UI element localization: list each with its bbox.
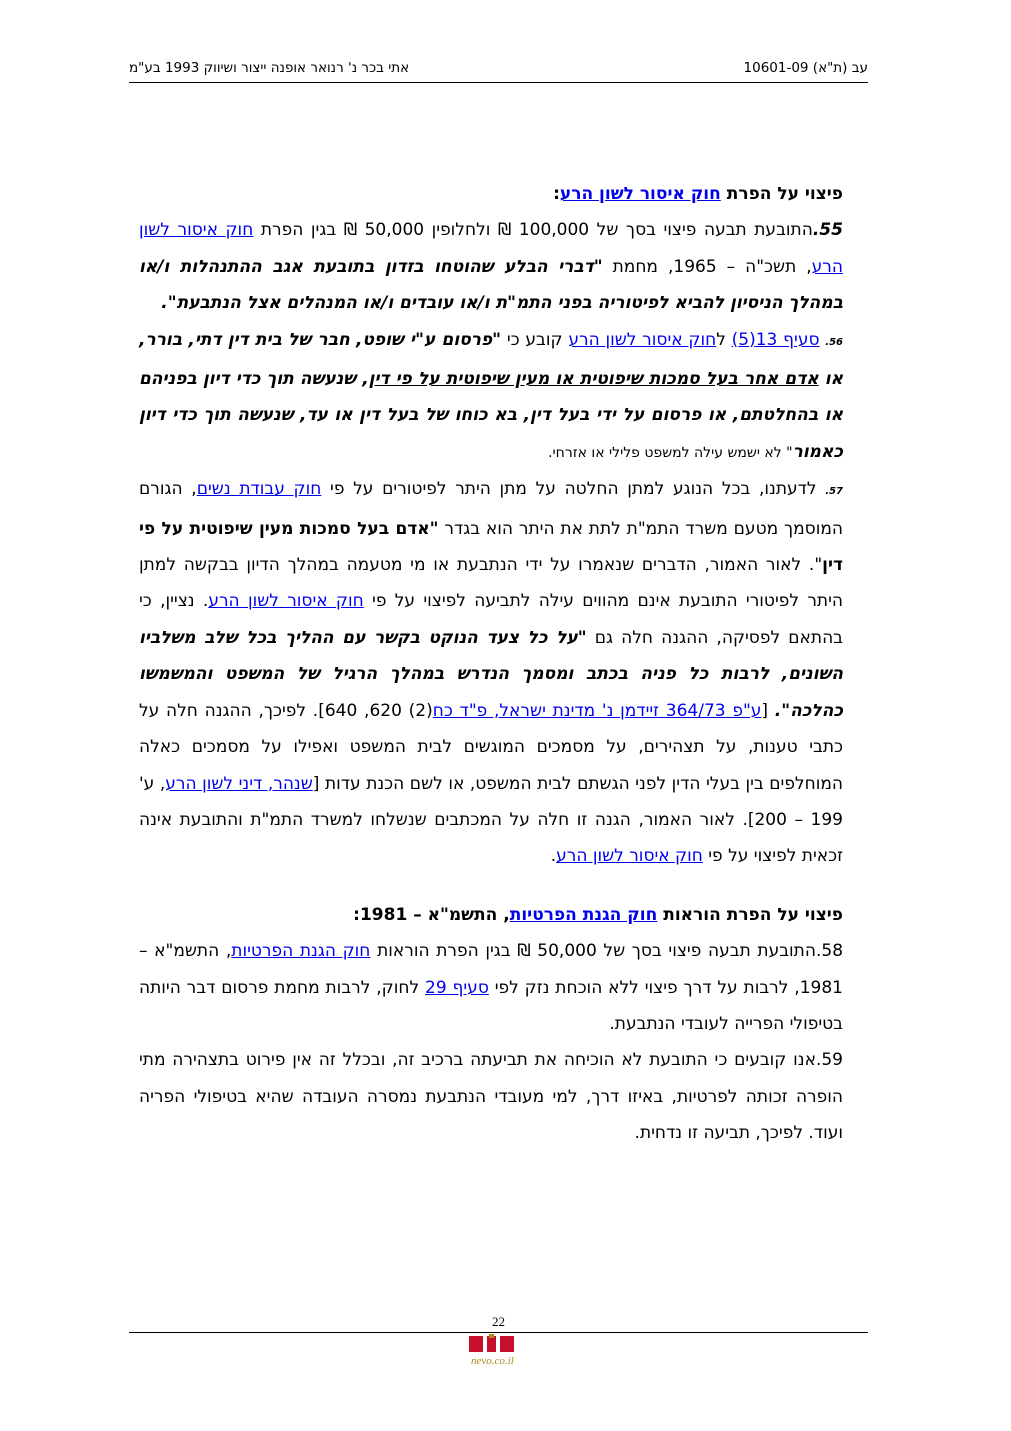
section-title-privacy [139, 897, 843, 933]
defamation-law-link[interactable]: חוק איסור לשון הרע [556, 846, 703, 867]
quoted-law-underlined: אדם אחר בעל סמכות שיפוטית או מעין שיפוטית על פי דין [368, 369, 819, 390]
text: , ע' 199 – 200]. לאור האמור, הגנה זו חלה על המכתבים שנשלחו למשרד התמ"ת והתובעת אינה זכאית לפיצוי על פי [139, 773, 843, 867]
quoted-law: "פרסום ע"י שופט, חבר של בית דין דתי, בורר, או [139, 329, 843, 390]
paragraph-59 [139, 1042, 843, 1151]
quoted-ruling: "על כל צעד הנוקט בקשר עם ההליך בכל שלב משלביו השונים, לרבות כל פניה בכתב ומסמך הנדרש במהלך הרגיל של המשפט והמשמשו כהלכה". [139, 627, 843, 721]
text: לחוק, לרבות מחמת פרסום דבר היותה בטיפולי הפרייה לעובדי הנתבעת. [139, 977, 843, 1034]
text: , התשמ"א – 1981, לרבות על דרך פיצוי ללא הוכחת נזק לפי [139, 941, 843, 998]
text: לדעתנו, בכל הנוגע למתן החלטה על מתן היתר לפיטורים על פי [321, 479, 817, 500]
paragraph-57 [139, 471, 843, 874]
paragraph-number: 58. [815, 941, 844, 962]
text: , תשכ"ה – 1965, מחמת [602, 256, 812, 277]
section-title-colon: : [553, 184, 560, 204]
case-reference: עב (ת"א) 10601-09 [743, 60, 868, 76]
section-title-text: פיצוי על הפרת הוראות [657, 904, 843, 925]
document-body [139, 176, 843, 1152]
quoted-law: , שנעשה תוך כדי דיון בפניהם או בהחלטתם, או פרסום על ידי בעל דין, בא כוחו של בעל דין או עד, שנעשה תוך כדי דיון כאמור [139, 369, 843, 462]
section-title-text: פיצוי על הפרת [720, 184, 843, 204]
page-footer [129, 1314, 868, 1367]
paragraph-number: 55. [812, 220, 843, 241]
paragraph-55 [139, 212, 843, 321]
privacy-law-link[interactable]: חוק הגנת הפרטיות [231, 941, 371, 962]
footer-divider [129, 1332, 868, 1333]
paragraph-58 [139, 933, 843, 1042]
section-13-5-link[interactable]: סעיף 13(5) [731, 329, 820, 350]
paragraph-number: 56. [825, 336, 844, 348]
section-29-link[interactable]: סעיף 29 [425, 977, 489, 998]
paragraph-56 [139, 322, 843, 472]
text: . נציין, כי בהתאם לפסיקה, ההגנה חלה גם [139, 591, 844, 648]
case-parties: אתי בכר נ' רנואר אופנה ייצור ושיווק 1993 בע"מ [129, 60, 410, 76]
paragraph-number: 57. [825, 486, 843, 498]
text: התובעת תבעה פיצוי בסך של 100,000 ₪ ולחלופין 50,000 ₪ בגין הפרת [253, 220, 813, 241]
page-header [129, 58, 868, 83]
text: (2) 620, 640]. לפיכך, ההגנה חלה על כתבי טענות, על תצהירים, על מסמכים המוגשים לבית המשפט ואפילו על מסמכים כאלה המוחלפים בין בעלי הדין לפני הגשתם לבית המשפט, או לשם הכנת עדות [ [139, 700, 843, 794]
text: ל [716, 329, 732, 350]
bold-phrase: "אדם בעל סמכות מעין שיפוטית על פי דין [139, 518, 843, 576]
logo-text: nevo.co.il [471, 1355, 514, 1367]
paragraph-number: 59. [815, 1050, 843, 1071]
case-citation-link[interactable]: ע"פ 364/73 זיידמן נ' מדינת ישראל, פ"ד כח [432, 700, 762, 721]
text: אנו קובעים כי התובעת לא הוכיחה את תביעתה ברכיב זה, ובכלל זה אין פירוט בתצהירה מתי הופרה זכותה לפרטיות, באיזו דרך, למי מעובדי הנתבעת נמסרה העובדה שהיא בטיפולי הפריה ועוד. לפיכך, תביעה זו נדחית. [139, 1050, 843, 1144]
page-number: 22 [492, 1314, 505, 1329]
text: [ [761, 700, 775, 721]
privacy-law-link[interactable]: חוק הגנת הפרטיות [509, 904, 658, 925]
text: . [550, 846, 557, 867]
womens-work-law-link[interactable]: חוק עבודת נשים [196, 479, 322, 500]
defamation-law-link[interactable]: חוק איסור לשון הרע [559, 184, 721, 204]
text: התובעת תבעה פיצוי בסך של 50,000 ₪ בגין הפרת הוראות [370, 941, 816, 962]
text: " לא ישמש עילה למשפט פלילי או אזרחי. [548, 444, 793, 461]
defamation-law-link[interactable]: חוק איסור לשון הרע [208, 591, 364, 612]
section-title-text: , התשמ"א – 1981: [353, 904, 510, 925]
defamation-law-link[interactable]: חוק איסור לשון הרע [139, 220, 843, 277]
defamation-law-link[interactable]: חוק איסור לשון הרע [568, 329, 717, 350]
text: ". לאור האמור, הדברים שנאמרו על ידי הנתבעת או מי מטעמה במהלך הדיון בבקשה למתן היתר לפיטורי התובעת אינם מהווים עילה לתביעה לפיצוי על פי [139, 555, 843, 612]
quoted-claim: "דברי הבלע שהוטחו בזדון בתובעת אגב ההתנהלות ו/או במהלך הניסיון להביא לפיטוריה בפני התמ"ת ו/או עובדים ו/או המנהלים אצל הנתבעת". [139, 256, 843, 314]
book-citation-link[interactable]: שנהר, דיני לשון הרע [165, 773, 313, 794]
nevo-logo[interactable] [463, 1334, 535, 1368]
text: קובע כי [501, 329, 569, 350]
section-title-defamation [139, 176, 843, 212]
text: , הגורם המוסמך מטעם משרד התמ"ת לתת את היתר הוא בגדר [139, 479, 843, 539]
